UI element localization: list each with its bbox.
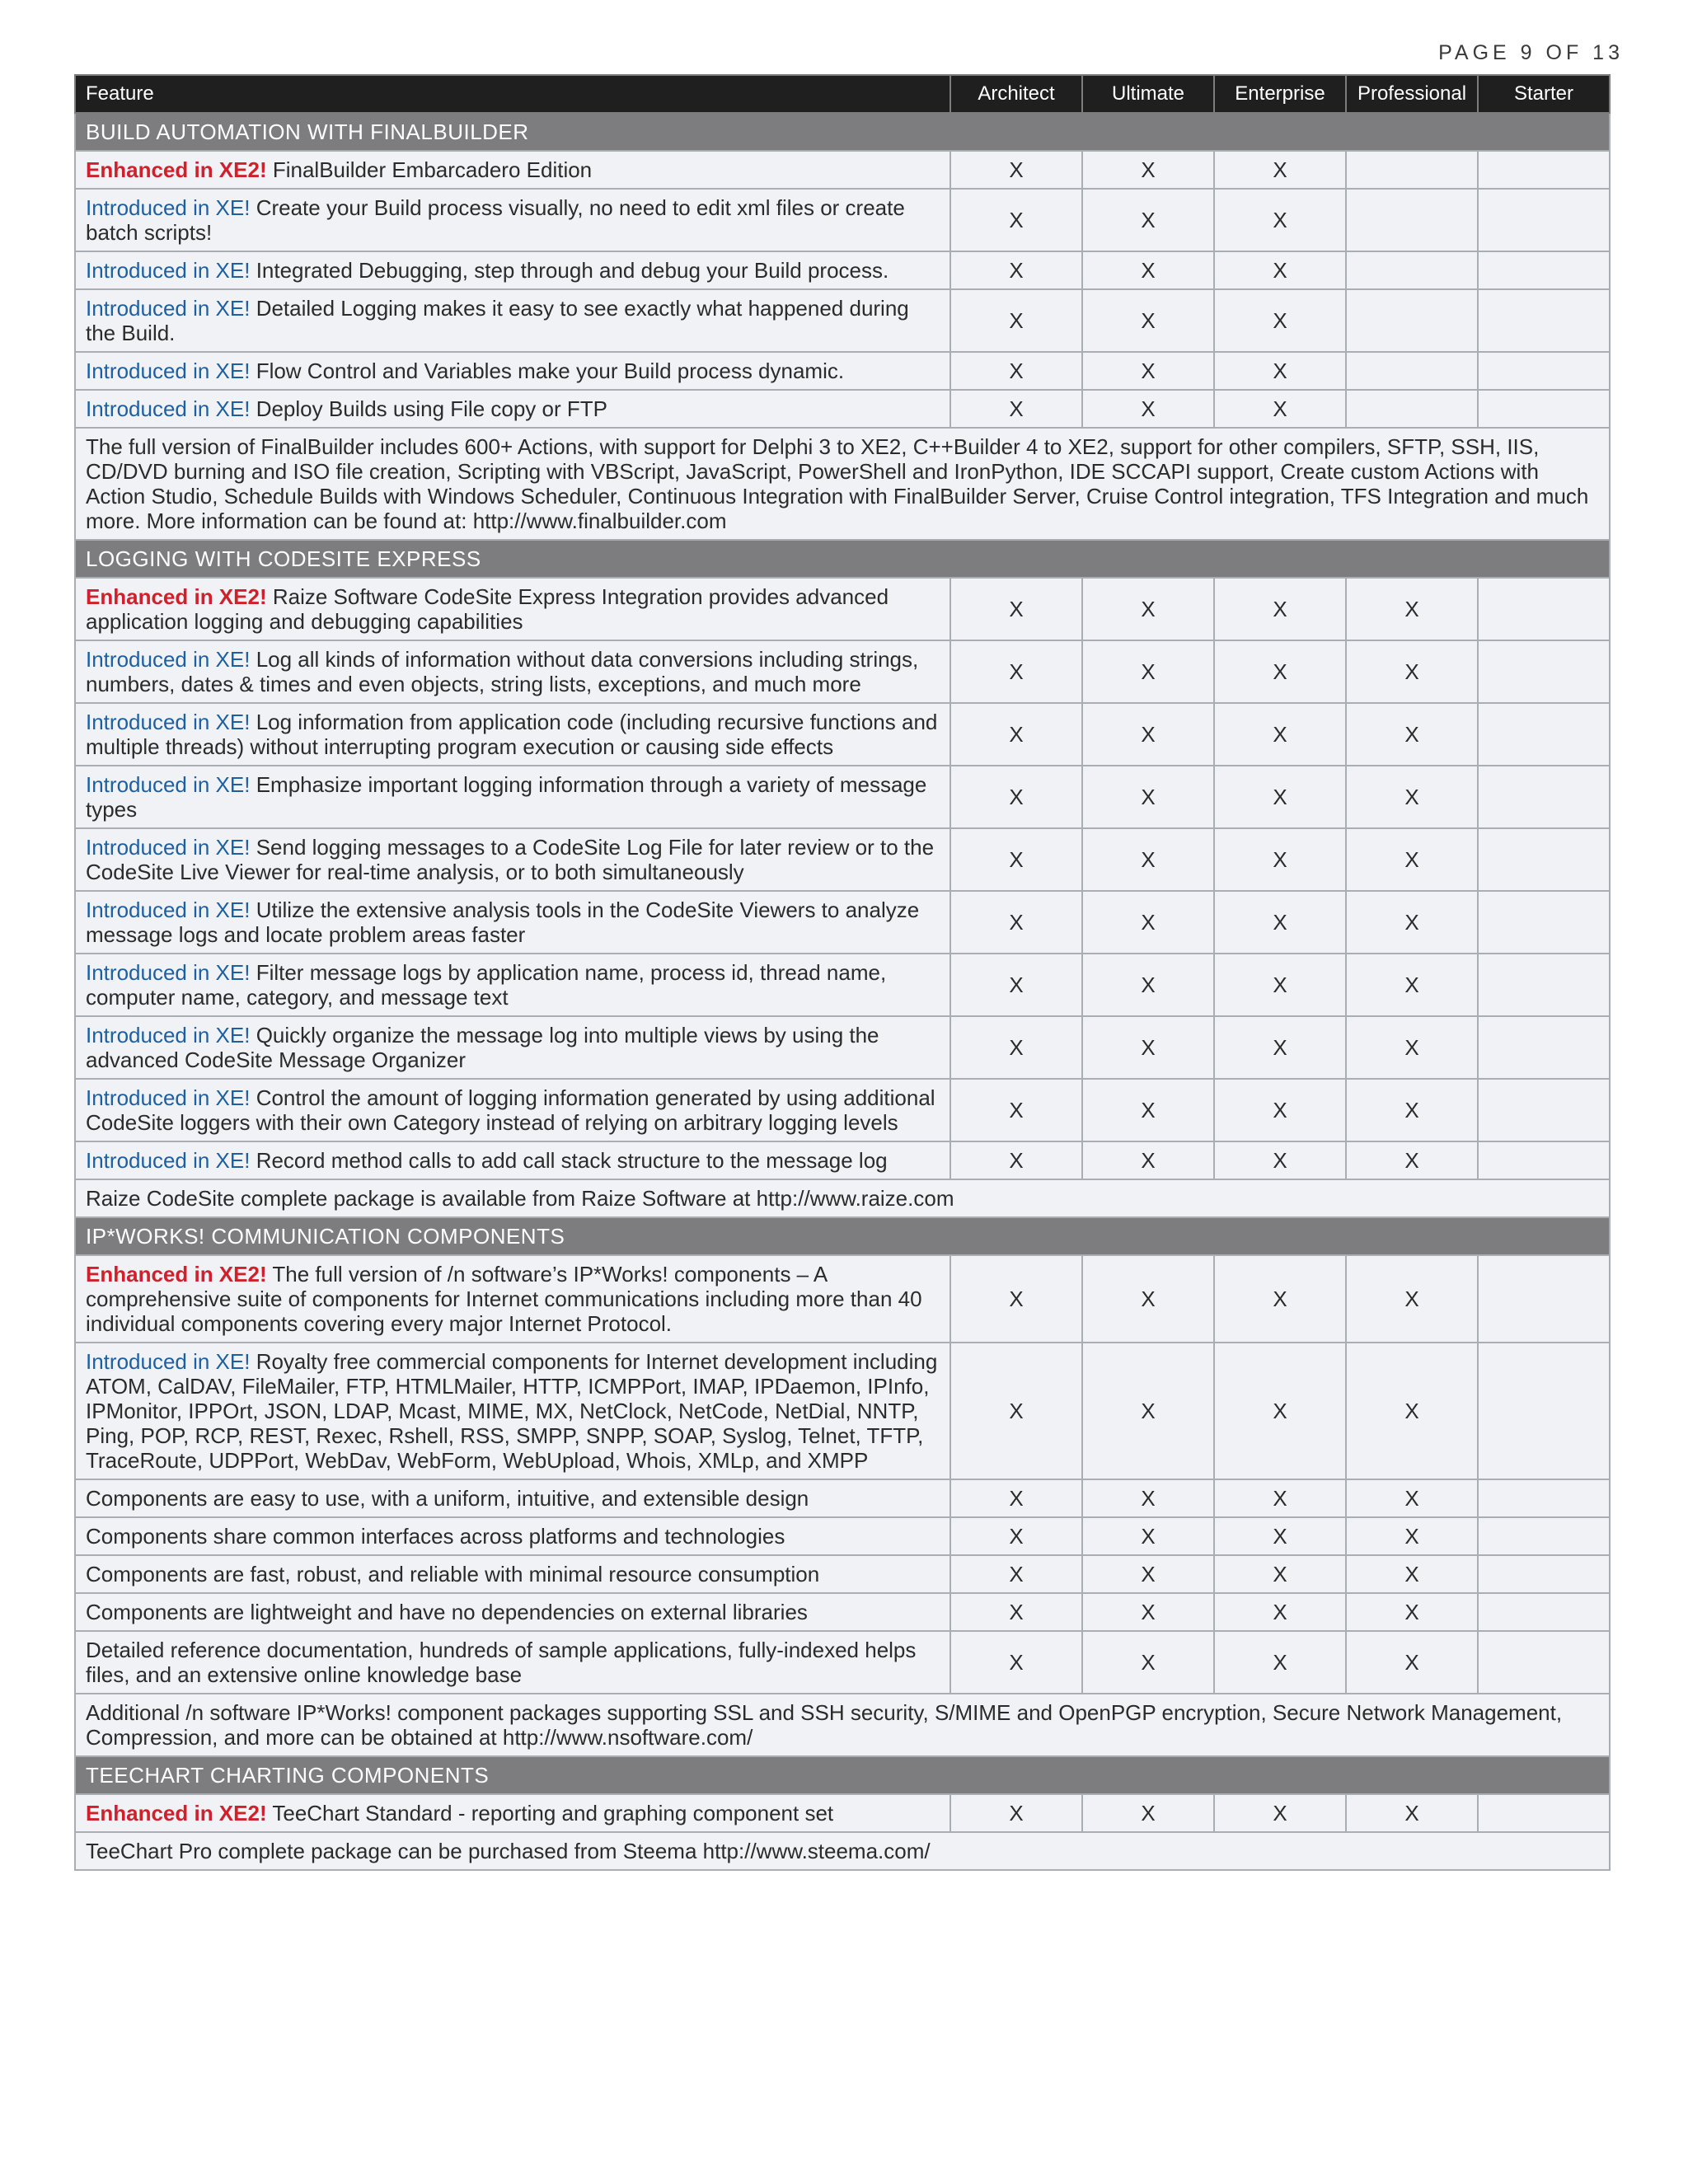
edition-header: Ultimate bbox=[1082, 75, 1214, 113]
edition-check-mark: X bbox=[950, 1255, 1082, 1343]
edition-empty-cell bbox=[1478, 390, 1610, 428]
edition-check-mark: X bbox=[950, 1517, 1082, 1555]
edition-check-mark: X bbox=[1082, 390, 1214, 428]
section-note-row bbox=[75, 1694, 1610, 1756]
edition-empty-cell bbox=[1478, 151, 1610, 189]
edition-check-mark: X bbox=[1082, 828, 1214, 891]
enhanced-tag: Enhanced in XE2! bbox=[86, 1801, 267, 1825]
introduced-tag: Introduced in XE! bbox=[86, 1023, 251, 1047]
edition-header: Enterprise bbox=[1214, 75, 1346, 113]
feature-cell bbox=[75, 703, 950, 766]
feature-text: Royalty free commercial components for Internet development including ATOM, CalDAV, FileMailer, FTP, HTMLMailer, HTTP, ICMPPort, IMAP, IPDaemon, IPInfo, IPMonitor, IPPOrt, JSON, LDAP, Mcast, MIME, MX, NetClock, NetCode, NetDial, NNTP, Ping, POP, RCP, REST, Rexec, Rshell, RSS, SMPP, SNPP, SOAP, Syslog, Telnet, TFTP, TraceRoute, UDPPort, WebDav, WebForm, WebUpload, Whois, XMLp, and XMPP bbox=[86, 1349, 938, 1473]
introduced-tag: Introduced in XE! bbox=[86, 960, 251, 985]
feature-cell bbox=[75, 1794, 950, 1832]
feature-cell bbox=[75, 1016, 950, 1079]
feature-cell bbox=[75, 828, 950, 891]
edition-header: Professional bbox=[1346, 75, 1478, 113]
feature-cell bbox=[75, 1517, 950, 1555]
edition-empty-cell bbox=[1478, 954, 1610, 1016]
section-header-row bbox=[75, 1217, 1610, 1255]
edition-empty-cell bbox=[1478, 766, 1610, 828]
edition-check-mark: X bbox=[1214, 1593, 1346, 1631]
feature-cell bbox=[75, 1079, 950, 1141]
feature-text: Log information from application code (including recursive functions and multiple threads) without interrupting program execution or causing side effects bbox=[86, 710, 938, 759]
section-header-row bbox=[75, 540, 1610, 578]
feature-row bbox=[75, 151, 1610, 189]
edition-check-mark: X bbox=[1082, 1343, 1214, 1479]
section-note: Raize CodeSite complete package is available from Raize Software at http://www.raize.com bbox=[75, 1179, 1610, 1217]
page-number: PAGE 9 OF 13 bbox=[1438, 41, 1624, 64]
edition-empty-cell bbox=[1478, 1141, 1610, 1179]
edition-check-mark: X bbox=[1082, 1079, 1214, 1141]
edition-check-mark: X bbox=[1082, 189, 1214, 251]
edition-check-mark: X bbox=[1214, 891, 1346, 954]
feature-text: Utilize the extensive analysis tools in the CodeSite Viewers to analyze message logs and locate problem areas faster bbox=[86, 898, 920, 947]
enhanced-tag: Enhanced in XE2! bbox=[86, 1262, 267, 1286]
feature-matrix bbox=[74, 74, 1611, 1871]
edition-check-mark: X bbox=[1082, 151, 1214, 189]
feature-header: Feature bbox=[75, 75, 950, 113]
introduced-tag: Introduced in XE! bbox=[86, 296, 251, 321]
edition-empty-cell bbox=[1346, 251, 1478, 289]
edition-empty-cell bbox=[1478, 251, 1610, 289]
edition-check-mark: X bbox=[1214, 766, 1346, 828]
edition-check-mark: X bbox=[1346, 1517, 1478, 1555]
introduced-tag: Introduced in XE! bbox=[86, 835, 251, 860]
feature-cell bbox=[75, 1631, 950, 1694]
edition-check-mark: X bbox=[950, 151, 1082, 189]
feature-row bbox=[75, 390, 1610, 428]
feature-row bbox=[75, 352, 1610, 390]
edition-empty-cell bbox=[1346, 390, 1478, 428]
edition-check-mark: X bbox=[950, 766, 1082, 828]
edition-check-mark: X bbox=[1082, 703, 1214, 766]
feature-text: Deploy Builds using File copy or FTP bbox=[250, 396, 607, 421]
section-note-row bbox=[75, 1179, 1610, 1217]
section-note: Additional /n software IP*Works! component packages supporting SSL and SSH security, S/MIME and OpenPGP encryption, Secure Network Management, Compression, and more can be obtained at http://www.nsoftware.com/ bbox=[75, 1694, 1610, 1756]
feature-text: Log all kinds of information without data conversions including strings, numbers, dates & times and even objects, string lists, exceptions, and much more bbox=[86, 647, 919, 696]
edition-empty-cell bbox=[1346, 151, 1478, 189]
edition-empty-cell bbox=[1478, 703, 1610, 766]
edition-check-mark: X bbox=[1214, 1479, 1346, 1517]
edition-check-mark: X bbox=[1214, 954, 1346, 1016]
introduced-tag: Introduced in XE! bbox=[86, 195, 251, 220]
feature-row bbox=[75, 289, 1610, 352]
feature-row bbox=[75, 1479, 1610, 1517]
edition-check-mark: X bbox=[1082, 766, 1214, 828]
edition-check-mark: X bbox=[1214, 1631, 1346, 1694]
introduced-tag: Introduced in XE! bbox=[86, 359, 251, 383]
edition-check-mark: X bbox=[950, 1631, 1082, 1694]
edition-check-mark: X bbox=[1214, 189, 1346, 251]
feature-text: Components are easy to use, with a uniform, intuitive, and extensible design bbox=[86, 1486, 809, 1511]
feature-row bbox=[75, 189, 1610, 251]
feature-cell bbox=[75, 891, 950, 954]
edition-empty-cell bbox=[1478, 1794, 1610, 1832]
edition-empty-cell bbox=[1478, 1517, 1610, 1555]
edition-check-mark: X bbox=[1082, 1794, 1214, 1832]
edition-check-mark: X bbox=[1346, 1479, 1478, 1517]
edition-check-mark: X bbox=[1214, 1794, 1346, 1832]
edition-empty-cell bbox=[1478, 1016, 1610, 1079]
introduced-tag: Introduced in XE! bbox=[86, 1085, 251, 1110]
edition-check-mark: X bbox=[950, 640, 1082, 703]
edition-check-mark: X bbox=[950, 251, 1082, 289]
edition-empty-cell bbox=[1478, 1479, 1610, 1517]
edition-empty-cell bbox=[1478, 578, 1610, 640]
edition-check-mark: X bbox=[950, 1141, 1082, 1179]
edition-check-mark: X bbox=[1346, 1255, 1478, 1343]
feature-text: Record method calls to add call stack structure to the message log bbox=[250, 1148, 888, 1173]
feature-cell bbox=[75, 578, 950, 640]
feature-row bbox=[75, 828, 1610, 891]
section-note-row bbox=[75, 1832, 1610, 1870]
enhanced-tag: Enhanced in XE2! bbox=[86, 584, 267, 609]
edition-empty-cell bbox=[1478, 640, 1610, 703]
edition-check-mark: X bbox=[950, 1593, 1082, 1631]
edition-empty-cell bbox=[1478, 1343, 1610, 1479]
edition-check-mark: X bbox=[1346, 578, 1478, 640]
feature-text: Quickly organize the message log into multiple views by using the advanced CodeSite Message Organizer bbox=[86, 1023, 879, 1072]
edition-check-mark: X bbox=[1346, 1794, 1478, 1832]
edition-check-mark: X bbox=[1346, 1016, 1478, 1079]
introduced-tag: Introduced in XE! bbox=[86, 1349, 251, 1374]
edition-check-mark: X bbox=[1082, 251, 1214, 289]
edition-check-mark: X bbox=[1346, 1141, 1478, 1179]
feature-row bbox=[75, 766, 1610, 828]
edition-check-mark: X bbox=[1214, 289, 1346, 352]
edition-check-mark: X bbox=[1346, 640, 1478, 703]
edition-empty-cell bbox=[1478, 189, 1610, 251]
edition-check-mark: X bbox=[1214, 578, 1346, 640]
introduced-tag: Introduced in XE! bbox=[86, 710, 251, 734]
feature-text: Detailed Logging makes it easy to see exactly what happened during the Build. bbox=[86, 296, 909, 345]
feature-text: Raize Software CodeSite Express Integration provides advanced application logging and debugging capabilities bbox=[86, 584, 889, 634]
feature-text: FinalBuilder Embarcadero Edition bbox=[266, 157, 593, 182]
feature-row bbox=[75, 1079, 1610, 1141]
enhanced-tag: Enhanced in XE2! bbox=[86, 157, 267, 182]
feature-row bbox=[75, 1016, 1610, 1079]
edition-check-mark: X bbox=[950, 891, 1082, 954]
introduced-tag: Introduced in XE! bbox=[86, 898, 251, 922]
feature-cell bbox=[75, 189, 950, 251]
feature-row bbox=[75, 1794, 1610, 1832]
edition-check-mark: X bbox=[950, 189, 1082, 251]
feature-text: Components share common interfaces across platforms and technologies bbox=[86, 1524, 785, 1549]
feature-cell bbox=[75, 954, 950, 1016]
edition-check-mark: X bbox=[950, 1555, 1082, 1593]
edition-check-mark: X bbox=[1346, 1343, 1478, 1479]
edition-check-mark: X bbox=[1214, 828, 1346, 891]
section-title: LOGGING WITH CODESITE EXPRESS bbox=[75, 540, 1610, 578]
feature-text: Detailed reference documentation, hundreds of sample applications, fully-indexed helps files, and an extensive online knowledge base bbox=[86, 1638, 917, 1687]
edition-check-mark: X bbox=[950, 1343, 1082, 1479]
edition-check-mark: X bbox=[1082, 1016, 1214, 1079]
introduced-tag: Introduced in XE! bbox=[86, 396, 251, 421]
section-header-row bbox=[75, 113, 1610, 151]
edition-check-mark: X bbox=[1346, 891, 1478, 954]
edition-empty-cell bbox=[1478, 289, 1610, 352]
edition-check-mark: X bbox=[1214, 640, 1346, 703]
feature-cell bbox=[75, 289, 950, 352]
edition-empty-cell bbox=[1478, 828, 1610, 891]
section-header-row bbox=[75, 1756, 1610, 1794]
edition-check-mark: X bbox=[1082, 1141, 1214, 1179]
edition-empty-cell bbox=[1346, 189, 1478, 251]
edition-check-mark: X bbox=[1214, 1255, 1346, 1343]
introduced-tag: Introduced in XE! bbox=[86, 1148, 251, 1173]
edition-check-mark: X bbox=[950, 578, 1082, 640]
feature-text: Create your Build process visually, no need to edit xml files or create batch scripts! bbox=[86, 195, 905, 245]
edition-check-mark: X bbox=[1214, 251, 1346, 289]
edition-check-mark: X bbox=[1214, 1079, 1346, 1141]
feature-cell bbox=[75, 1593, 950, 1631]
edition-empty-cell bbox=[1478, 1079, 1610, 1141]
section-title: TEECHART CHARTING COMPONENTS bbox=[75, 1756, 1610, 1794]
edition-check-mark: X bbox=[950, 390, 1082, 428]
edition-check-mark: X bbox=[1346, 1593, 1478, 1631]
feature-cell bbox=[75, 1479, 950, 1517]
edition-check-mark: X bbox=[1214, 390, 1346, 428]
section-title: BUILD AUTOMATION WITH FINALBUILDER bbox=[75, 113, 1610, 151]
feature-cell bbox=[75, 151, 950, 189]
edition-check-mark: X bbox=[1214, 1141, 1346, 1179]
edition-check-mark: X bbox=[1346, 766, 1478, 828]
section-note-row bbox=[75, 428, 1610, 540]
feature-cell bbox=[75, 390, 950, 428]
feature-cell bbox=[75, 640, 950, 703]
edition-check-mark: X bbox=[1214, 1555, 1346, 1593]
feature-cell bbox=[75, 766, 950, 828]
feature-text: TeeChart Standard - reporting and graphing component set bbox=[266, 1801, 834, 1825]
edition-check-mark: X bbox=[950, 352, 1082, 390]
feature-row bbox=[75, 954, 1610, 1016]
edition-check-mark: X bbox=[1214, 703, 1346, 766]
edition-empty-cell bbox=[1346, 289, 1478, 352]
edition-header: Starter bbox=[1478, 75, 1610, 113]
section-title: IP*WORKS! COMMUNICATION COMPONENTS bbox=[75, 1217, 1610, 1255]
feature-cell bbox=[75, 1141, 950, 1179]
header-row bbox=[75, 75, 1610, 113]
edition-check-mark: X bbox=[1214, 151, 1346, 189]
edition-check-mark: X bbox=[1346, 954, 1478, 1016]
edition-check-mark: X bbox=[1346, 703, 1478, 766]
feature-text: Components are lightweight and have no dependencies on external libraries bbox=[86, 1600, 808, 1624]
feature-row bbox=[75, 640, 1610, 703]
feature-row bbox=[75, 1593, 1610, 1631]
feature-row bbox=[75, 1343, 1610, 1479]
edition-check-mark: X bbox=[1082, 1593, 1214, 1631]
edition-empty-cell bbox=[1478, 1593, 1610, 1631]
edition-check-mark: X bbox=[950, 1079, 1082, 1141]
feature-row bbox=[75, 703, 1610, 766]
edition-empty-cell bbox=[1478, 1255, 1610, 1343]
feature-row bbox=[75, 1141, 1610, 1179]
feature-text: Components are fast, robust, and reliable with minimal resource consumption bbox=[86, 1562, 820, 1586]
edition-check-mark: X bbox=[950, 1479, 1082, 1517]
edition-empty-cell bbox=[1478, 891, 1610, 954]
edition-check-mark: X bbox=[1346, 1631, 1478, 1694]
feature-row bbox=[75, 891, 1610, 954]
feature-cell bbox=[75, 251, 950, 289]
edition-check-mark: X bbox=[1082, 640, 1214, 703]
edition-check-mark: X bbox=[1082, 891, 1214, 954]
feature-text: Integrated Debugging, step through and debug your Build process. bbox=[250, 258, 889, 283]
edition-check-mark: X bbox=[1082, 954, 1214, 1016]
edition-empty-cell bbox=[1478, 352, 1610, 390]
feature-text: Flow Control and Variables make your Build process dynamic. bbox=[250, 359, 845, 383]
edition-check-mark: X bbox=[1214, 1517, 1346, 1555]
introduced-tag: Introduced in XE! bbox=[86, 647, 251, 672]
edition-check-mark: X bbox=[1082, 1631, 1214, 1694]
edition-empty-cell bbox=[1478, 1555, 1610, 1593]
feature-text: Control the amount of logging information generated by using additional CodeSite loggers with their own Category instead of relying on arbitrary logging levels bbox=[86, 1085, 935, 1135]
section-note: TeeChart Pro complete package can be purchased from Steema http://www.steema.com/ bbox=[75, 1832, 1610, 1870]
edition-check-mark: X bbox=[950, 954, 1082, 1016]
feature-row bbox=[75, 1631, 1610, 1694]
edition-check-mark: X bbox=[1082, 1255, 1214, 1343]
edition-empty-cell bbox=[1346, 352, 1478, 390]
feature-cell bbox=[75, 1255, 950, 1343]
feature-cell bbox=[75, 1343, 950, 1479]
section-note: The full version of FinalBuilder includes 600+ Actions, with support for Delphi 3 to XE2, C++Builder 4 to XE2, support for other compilers, SFTP, SSH, IIS, CD/DVD burning and ISO file creation, Scripting with VBScript, JavaScript, PowerShell and IronPython, IDE SCCAPI support, Create custom Actions with Action Studio, Schedule Builds with Windows Scheduler, Continuous Integration with FinalBuilder Server, Cruise Control integration, TFS Integration and much more. More information can be found at: http://www.finalbuilder.com bbox=[75, 428, 1610, 540]
feature-cell bbox=[75, 352, 950, 390]
introduced-tag: Introduced in XE! bbox=[86, 258, 251, 283]
feature-row bbox=[75, 1255, 1610, 1343]
edition-check-mark: X bbox=[1214, 352, 1346, 390]
edition-check-mark: X bbox=[950, 828, 1082, 891]
edition-empty-cell bbox=[1478, 1631, 1610, 1694]
edition-check-mark: X bbox=[1346, 1555, 1478, 1593]
edition-check-mark: X bbox=[1346, 1079, 1478, 1141]
feature-text: Filter message logs by application name, process id, thread name, computer name, category, and message text bbox=[86, 960, 887, 1010]
edition-header: Architect bbox=[950, 75, 1082, 113]
edition-check-mark: X bbox=[1082, 352, 1214, 390]
feature-text: The full version of /n software’s IP*Works! components – A comprehensive suite of components for Internet communications including more than 40 individual components covering every major Internet Protocol. bbox=[86, 1262, 922, 1336]
feature-text: Emphasize important logging information through a variety of message types bbox=[86, 772, 927, 822]
edition-check-mark: X bbox=[1214, 1016, 1346, 1079]
edition-check-mark: X bbox=[950, 703, 1082, 766]
edition-check-mark: X bbox=[950, 1016, 1082, 1079]
edition-check-mark: X bbox=[1346, 828, 1478, 891]
feature-row bbox=[75, 1517, 1610, 1555]
introduced-tag: Introduced in XE! bbox=[86, 772, 251, 797]
edition-check-mark: X bbox=[1082, 1517, 1214, 1555]
feature-row bbox=[75, 251, 1610, 289]
edition-check-mark: X bbox=[1214, 1343, 1346, 1479]
edition-check-mark: X bbox=[1082, 578, 1214, 640]
edition-check-mark: X bbox=[1082, 1555, 1214, 1593]
edition-check-mark: X bbox=[950, 289, 1082, 352]
edition-check-mark: X bbox=[1082, 1479, 1214, 1517]
feature-row bbox=[75, 578, 1610, 640]
feature-text: Send logging messages to a CodeSite Log File for later review or to the CodeSite Live Viewer for real-time analysis, or to both simultaneously bbox=[86, 835, 935, 884]
edition-check-mark: X bbox=[950, 1794, 1082, 1832]
feature-cell bbox=[75, 1555, 950, 1593]
edition-check-mark: X bbox=[1082, 289, 1214, 352]
feature-row bbox=[75, 1555, 1610, 1593]
matrix-body bbox=[75, 113, 1610, 1870]
